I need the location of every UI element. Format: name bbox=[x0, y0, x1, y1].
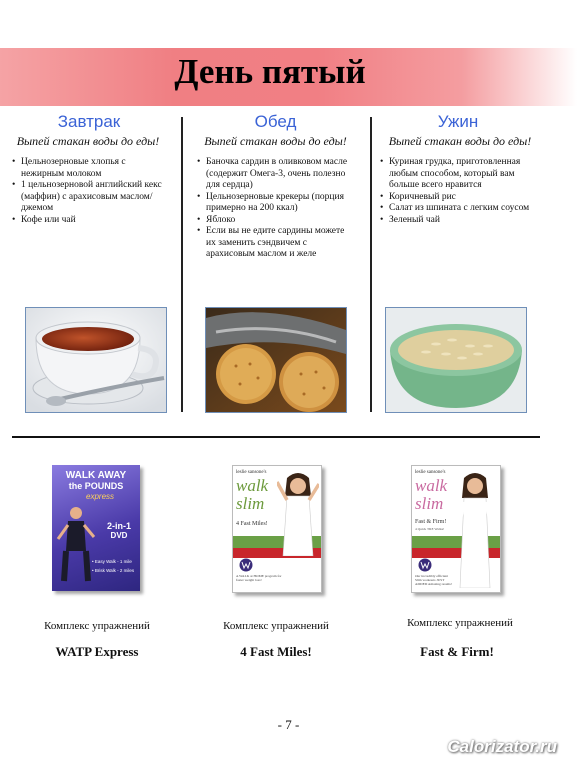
column-divider bbox=[181, 117, 183, 412]
cover-subtitle: 4 Fast Miles! bbox=[236, 521, 268, 527]
meal-item-list bbox=[197, 157, 355, 261]
dvd-cover-4-fast-miles bbox=[232, 465, 322, 593]
dvd-badge bbox=[102, 521, 136, 540]
meal-item: • Зеленый чай bbox=[380, 215, 540, 227]
page-title: День пятый bbox=[174, 52, 366, 91]
workout-label: Комплекс упражнений bbox=[407, 617, 513, 629]
cover-title-line: walk bbox=[415, 476, 448, 495]
water-note: Выпей стакан воды до еды! bbox=[16, 134, 160, 148]
dvd-cover-fast-firm bbox=[411, 465, 501, 593]
sardines-crackers-image bbox=[206, 308, 346, 412]
dvd-badge-top: 2-in-1 bbox=[106, 521, 131, 531]
meal-item: • Если вы не едите сардины можете их заменить сэндвичем с арахисовым маслом и желе bbox=[197, 226, 355, 261]
column-divider bbox=[370, 117, 372, 412]
cover-brand: leslie sansone's bbox=[236, 470, 267, 475]
logo-w-icon bbox=[239, 558, 253, 572]
meal-column-lunch bbox=[193, 112, 358, 261]
watermark: Calorizator.ru bbox=[447, 737, 557, 756]
meal-item: • Баночка сардин в оливковом масле (содержит Омега-3, очень полезно для сердца) bbox=[197, 157, 355, 192]
meal-item: • Салат из шпината с легким соусом bbox=[380, 203, 540, 215]
dvd-cover-watp-express bbox=[52, 465, 140, 591]
meal-item-list bbox=[12, 157, 162, 226]
cover-tagline: 4 Quick TRE Walks! bbox=[415, 527, 445, 531]
cover-subtitle: Fast & Firm! bbox=[415, 519, 447, 525]
cover-title-line: express bbox=[86, 492, 115, 501]
instructor-figure-icon bbox=[277, 472, 319, 556]
workout-label: Комплекс упражнений bbox=[44, 620, 150, 632]
meal-item: • Цельнозерновые хлопья с нежирным молоком bbox=[12, 157, 162, 180]
section-divider bbox=[12, 436, 540, 438]
cover-title-line: slim bbox=[236, 494, 265, 513]
cover-blurb: Our incredibly efficient Slim workouts JUST ADDED Amazing results! bbox=[415, 574, 452, 586]
meal-item: • Коричневый рис bbox=[380, 192, 540, 204]
meal-column-dinner bbox=[378, 112, 548, 226]
meal-item: • Яблоко bbox=[197, 215, 355, 227]
cover-title-line: walk bbox=[236, 476, 269, 495]
sardines-crackers-photo bbox=[205, 307, 347, 413]
cover-title-line: WALK AWAY bbox=[65, 470, 127, 481]
rice-bowl-image bbox=[386, 308, 526, 412]
meal-item-list bbox=[380, 157, 540, 226]
water-note: Выпей стакан воды до еды! bbox=[204, 134, 347, 148]
tea-cup-image bbox=[26, 308, 166, 412]
meal-item: • Куриная грудка, приготовленная любым способом, который вам больше всего нравится bbox=[380, 157, 540, 192]
instructor-figure-icon bbox=[452, 472, 498, 588]
meal-item: • 1 цельнозерновой английский кекс (маффин) с арахисовым маслом/джемом bbox=[12, 180, 162, 215]
cover-brand: leslie sansone's bbox=[415, 470, 446, 475]
cover-bullet: • Brisk Walk - 2 miles bbox=[92, 568, 135, 573]
meal-item: • Цельнозерновые крекеры (порция примерно на 200 ккал) bbox=[197, 192, 355, 215]
cover-title-line: slim bbox=[415, 494, 444, 513]
cover-title-line: the POUNDS bbox=[68, 481, 124, 491]
meal-item: • Кофе или чай bbox=[12, 215, 162, 227]
cover-bullet: • Easy Walk - 1 mile bbox=[92, 559, 132, 564]
meal-heading: Ужин bbox=[437, 112, 479, 131]
cover-blurb: A WALK at HOME program for faster weight loss! bbox=[236, 574, 282, 582]
logo-w-icon bbox=[418, 558, 432, 572]
workout-name: Fast & Firm! bbox=[420, 644, 494, 659]
water-note: Выпей стакан воды до еды! bbox=[388, 134, 532, 148]
rice-bowl-photo bbox=[385, 307, 527, 413]
page-number: - 7 - bbox=[277, 717, 300, 732]
dvd-badge-bottom: DVD bbox=[110, 531, 128, 540]
workout-label: Комплекс упражнений bbox=[223, 620, 329, 632]
tea-cup-photo bbox=[25, 307, 167, 413]
workout-name: 4 Fast Miles! bbox=[240, 644, 312, 659]
meal-column-breakfast bbox=[8, 112, 168, 226]
meal-heading: Обед bbox=[254, 112, 297, 131]
workout-name: WATP Express bbox=[55, 644, 139, 659]
meal-heading: Завтрак bbox=[57, 112, 121, 131]
